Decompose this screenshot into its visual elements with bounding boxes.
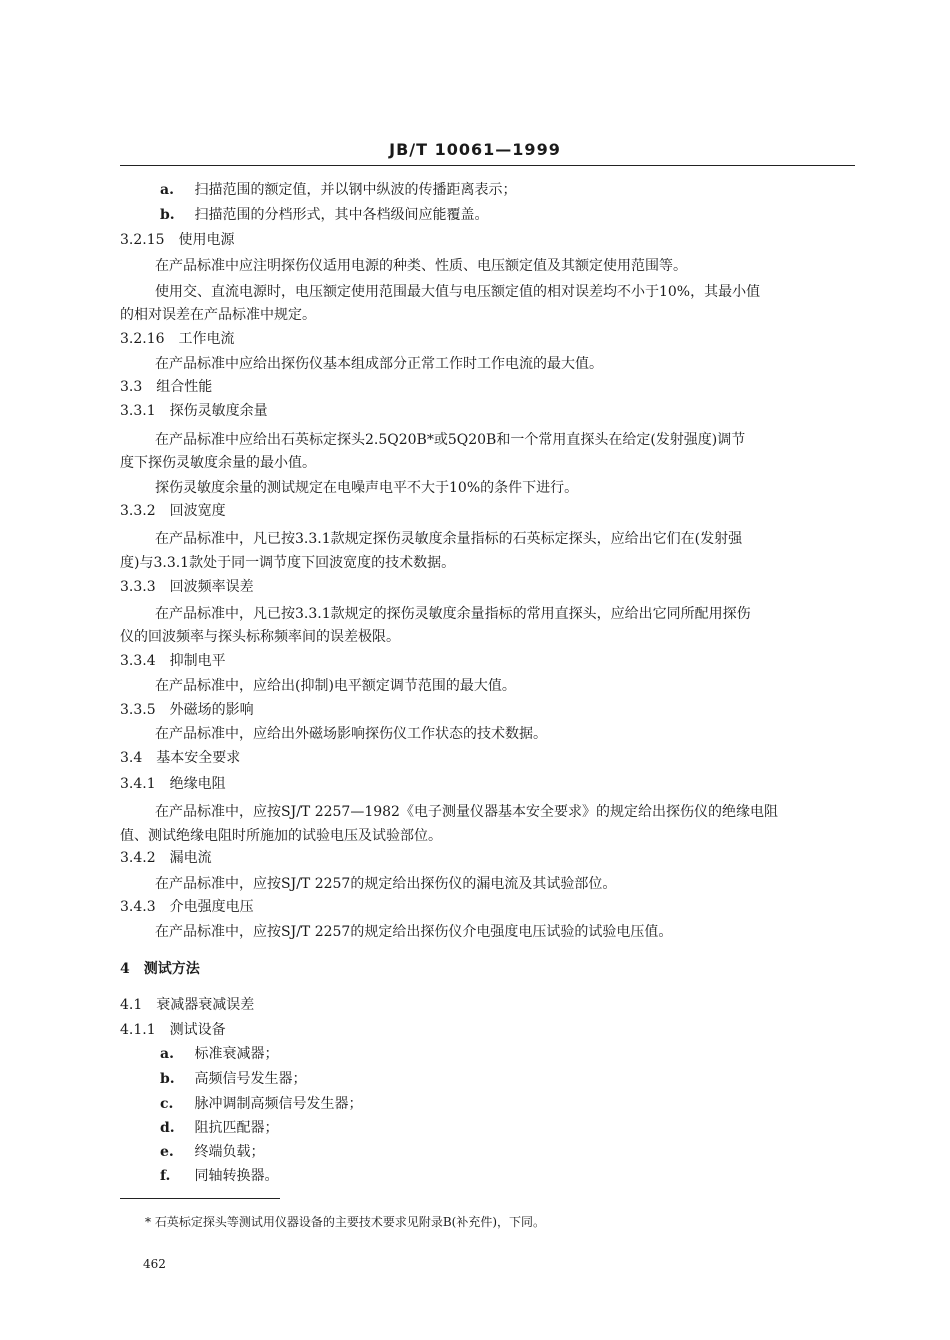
section-heading: 3.4.1 绝缘电阻 (120, 776, 226, 792)
list-item (160, 180, 516, 200)
list-item-label: e. (160, 1144, 174, 1160)
section-heading: 3.4 基本安全要求 (120, 750, 241, 766)
list-item (160, 1094, 362, 1114)
footnote: * 石英标定探头等测试用仪器设备的主要技术要求见附录B(补充件)，下同。 (145, 1215, 545, 1229)
paragraph: 在产品标准中，应给出(抑制)电平额定调节范围的最大值。 (155, 678, 516, 694)
list-item (160, 1166, 278, 1186)
list-item-text: 扫描范围的额定值，并以钢中纵波的传播距离表示； (194, 182, 517, 198)
paragraph-continuation: 度下探伤灵敏度余量的最小值。 (120, 455, 316, 471)
paragraph: 在产品标准中，应按SJ/T 2257的规定给出探伤仪介电强度电压试验的试验电压值。 (155, 924, 673, 940)
list-item-label: b. (160, 207, 175, 223)
list-item (160, 1118, 278, 1138)
paragraph-continuation: 值、测试绝缘电阻时所施加的试验电压及试验部位。 (120, 828, 442, 844)
list-item-text: 同轴转换器。 (194, 1168, 279, 1184)
list-item-label: a. (160, 1046, 174, 1062)
paragraph: 在产品标准中，凡已按3.3.1款规定探伤灵敏度余量指标的石英标定探头，应给出它们在(发射强 (155, 531, 743, 547)
section-heading: 3.3.2 回波宽度 (120, 503, 226, 519)
list-item-text: 阻抗匹配器； (194, 1120, 279, 1136)
paragraph-continuation: 度)与3.3.1款处于同一调节度下回波宽度的技术数据。 (120, 555, 456, 571)
paragraph: 使用交、直流电源时，电压额定使用范围最大值与电压额定值的相对误差均不小于10%，其最小值 (155, 284, 761, 300)
list-item-text: 标准衰减器； (194, 1046, 279, 1062)
list-item-label: f. (160, 1168, 171, 1184)
list-item-text: 高频信号发生器； (194, 1071, 307, 1087)
paragraph-continuation: 仪的回波频率与探头标称频率间的误差极限。 (120, 629, 400, 645)
list-item-label: b. (160, 1071, 175, 1087)
section-heading: 4.1.1 测试设备 (120, 1022, 226, 1038)
paragraph: 在产品标准中，应给出外磁场影响探伤仪工作状态的技术数据。 (155, 726, 547, 742)
section-heading: 3.3.3 回波频率误差 (120, 579, 254, 595)
list-item-label: a. (160, 182, 174, 198)
paragraph-continuation: 的相对误差在产品标准中规定。 (120, 307, 316, 323)
section-heading: 3.2.16 工作电流 (120, 331, 235, 347)
paragraph: 在产品标准中应给出探伤仪基本组成部分正常工作时工作电流的最大值。 (155, 356, 603, 372)
section-heading: 3.3.5 外磁场的影响 (120, 702, 254, 718)
section-heading: 3.4.3 介电强度电压 (120, 899, 254, 915)
header-rule (120, 165, 855, 166)
list-item-label: c. (160, 1096, 174, 1112)
list-item-text: 终端负载； (194, 1144, 265, 1160)
list-item (160, 1044, 278, 1064)
chapter-heading: 4 测试方法 (120, 961, 200, 977)
paragraph: 在产品标准中，凡已按3.3.1款规定的探伤灵敏度余量指标的常用直探头，应给出它同所配用探伤 (155, 606, 751, 622)
list-item (160, 205, 488, 225)
section-heading: 3.3.1 探伤灵敏度余量 (120, 403, 268, 419)
section-heading: 3.3.4 抑制电平 (120, 653, 226, 669)
standard-code: JB/T 10061—1999 (389, 140, 561, 159)
list-item (160, 1069, 306, 1089)
list-item-text: 脉冲调制高频信号发生器； (194, 1096, 363, 1112)
paragraph: 探伤灵敏度余量的测试规定在电噪声电平不大于10%的条件下进行。 (155, 480, 579, 496)
section-heading: 3.3 组合性能 (120, 379, 213, 395)
section-heading: 3.2.15 使用电源 (120, 232, 235, 248)
list-item (160, 1142, 264, 1162)
page-number: 462 (143, 1257, 166, 1271)
paragraph: 在产品标准中，应按SJ/T 2257的规定给出探伤仪的漏电流及其试验部位。 (155, 876, 617, 892)
paragraph: 在产品标准中，应按SJ/T 2257—1982《电子测量仪器基本安全要求》的规定给出探伤仪的绝缘电阻 (155, 804, 778, 820)
paragraph: 在产品标准中应给出石英标定探头2.5Q20B*或5Q20B和一个常用直探头在给定(发射强度)调节 (155, 432, 746, 448)
section-heading: 3.4.2 漏电流 (120, 850, 212, 866)
list-item-text: 扫描范围的分档形式，其中各档级间应能覆盖。 (194, 207, 489, 223)
list-item-label: d. (160, 1120, 175, 1136)
footnote-rule (120, 1198, 280, 1199)
section-heading: 4.1 衰减器衰减误差 (120, 997, 255, 1013)
paragraph: 在产品标准中应注明探伤仪适用电源的种类、性质、电压额定值及其额定使用范围等。 (155, 258, 687, 274)
